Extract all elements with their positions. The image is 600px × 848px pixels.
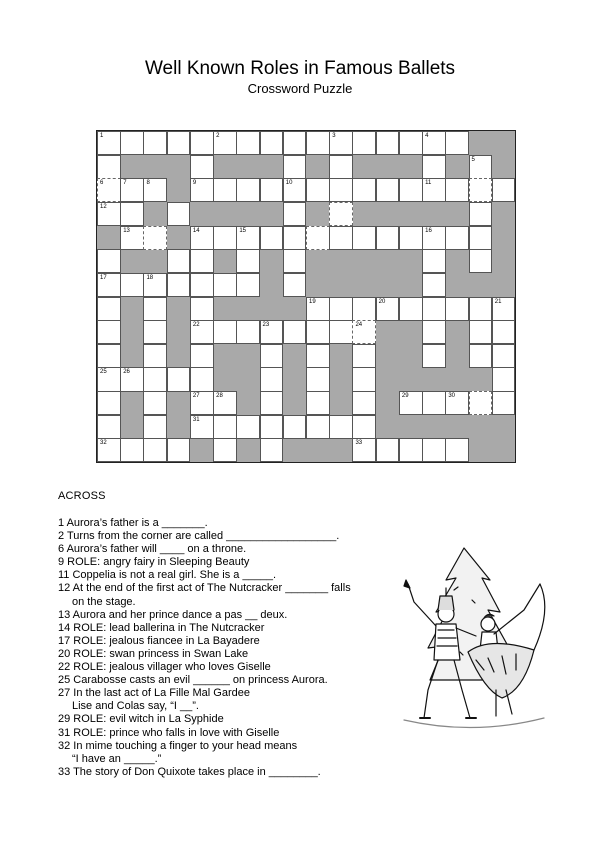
grid-cell[interactable] bbox=[260, 415, 284, 439]
grid-cell[interactable] bbox=[97, 178, 121, 202]
grid-cell[interactable] bbox=[422, 438, 446, 462]
grid-cell[interactable] bbox=[352, 297, 376, 321]
grid-cell[interactable] bbox=[213, 391, 237, 415]
clue-number: 20 bbox=[378, 298, 386, 305]
grid-cell[interactable] bbox=[283, 131, 307, 155]
grid-cell[interactable] bbox=[329, 155, 353, 179]
grid-cell[interactable] bbox=[399, 178, 423, 202]
clue-number: 18 bbox=[146, 274, 154, 281]
grid-cell[interactable] bbox=[120, 226, 144, 250]
grid-cell[interactable] bbox=[329, 202, 353, 226]
grid-cell[interactable] bbox=[492, 344, 516, 368]
clue-number: 1 bbox=[100, 133, 104, 139]
clue-number: 22 bbox=[192, 322, 200, 329]
across-clue bbox=[58, 556, 368, 569]
clue-number: 9 bbox=[192, 180, 197, 187]
grid-cell[interactable] bbox=[469, 297, 493, 321]
grid-cell[interactable] bbox=[469, 249, 493, 273]
clue-text: 33 The story of Don Quixote takes place in ________. bbox=[58, 765, 321, 778]
grid-cell[interactable] bbox=[329, 297, 353, 321]
grid-cell[interactable] bbox=[376, 226, 400, 250]
grid-cell[interactable] bbox=[329, 131, 353, 155]
grid-cell[interactable] bbox=[167, 438, 191, 462]
grid-cell[interactable] bbox=[167, 131, 191, 155]
grid-cell[interactable] bbox=[236, 415, 260, 439]
grid-cell[interactable] bbox=[120, 131, 144, 155]
grid-cell[interactable] bbox=[143, 226, 167, 250]
crossword-grid bbox=[96, 130, 516, 463]
grid-cell[interactable] bbox=[260, 344, 284, 368]
grid-cell[interactable] bbox=[260, 367, 284, 391]
grid-cell[interactable] bbox=[167, 273, 191, 297]
grid-cell[interactable] bbox=[352, 367, 376, 391]
grid-cell[interactable] bbox=[422, 131, 446, 155]
grid-cell[interactable] bbox=[236, 226, 260, 250]
across-clue bbox=[58, 727, 368, 740]
grid-cell[interactable] bbox=[352, 320, 376, 344]
grid-cell[interactable] bbox=[97, 344, 121, 368]
clue-text: 6 Aurora’s father will ____ on a throne. bbox=[58, 543, 247, 556]
across-clue-list bbox=[58, 517, 368, 779]
grid-cell[interactable] bbox=[492, 367, 516, 391]
grid-cell[interactable] bbox=[143, 391, 167, 415]
grid-cell[interactable] bbox=[283, 273, 307, 297]
grid-cell[interactable] bbox=[329, 415, 353, 439]
grid-cell[interactable] bbox=[422, 273, 446, 297]
grid-cell[interactable] bbox=[422, 178, 446, 202]
grid-cell[interactable] bbox=[492, 391, 516, 415]
grid-cell[interactable] bbox=[167, 249, 191, 273]
grid-cell[interactable] bbox=[469, 155, 493, 179]
across-clue bbox=[58, 569, 368, 582]
grid-cell[interactable] bbox=[283, 320, 307, 344]
clue-number: 8 bbox=[146, 180, 150, 187]
grid-cell[interactable] bbox=[120, 202, 144, 226]
grid-cell[interactable] bbox=[143, 415, 167, 439]
clue-number: 23 bbox=[262, 322, 270, 329]
grid-cell[interactable] bbox=[97, 155, 121, 179]
clue-number: 19 bbox=[309, 298, 316, 305]
grid-cell[interactable] bbox=[143, 273, 167, 297]
grid-cell[interactable] bbox=[260, 320, 284, 344]
grid-cell[interactable] bbox=[422, 320, 446, 344]
grid-cell[interactable] bbox=[260, 391, 284, 415]
grid-cell[interactable] bbox=[469, 320, 493, 344]
grid-cell[interactable] bbox=[352, 344, 376, 368]
grid-cell[interactable] bbox=[97, 415, 121, 439]
grid-cell[interactable] bbox=[306, 226, 330, 250]
grid-cell[interactable] bbox=[213, 273, 237, 297]
grid-cell[interactable] bbox=[236, 320, 260, 344]
clue-number: 5 bbox=[471, 156, 475, 163]
across-clue bbox=[58, 635, 368, 648]
across-clue bbox=[58, 674, 368, 687]
grid-cell[interactable] bbox=[352, 131, 376, 155]
grid-cell[interactable] bbox=[469, 391, 493, 415]
grid-cell[interactable] bbox=[167, 202, 191, 226]
grid-cell[interactable] bbox=[422, 155, 446, 179]
clue-number: 2 bbox=[216, 133, 220, 139]
grid-cell[interactable] bbox=[306, 131, 330, 155]
grid-cell[interactable] bbox=[260, 226, 284, 250]
grid-cell[interactable] bbox=[190, 344, 214, 368]
grid-cell[interactable] bbox=[120, 367, 144, 391]
clue-number: 13 bbox=[123, 227, 130, 234]
clue-text: 14 ROLE: lead ballerina in The Nutcracker bbox=[58, 621, 265, 634]
clue-text: 1 Aurora’s father is a _______. bbox=[58, 517, 208, 529]
clue-number: 11 bbox=[425, 180, 432, 187]
grid-cell[interactable] bbox=[236, 178, 260, 202]
grid-cell[interactable] bbox=[97, 320, 121, 344]
clue-number: 10 bbox=[285, 180, 293, 187]
grid-cell[interactable] bbox=[190, 131, 214, 155]
grid-cell[interactable] bbox=[422, 344, 446, 368]
clue-number: 4 bbox=[425, 133, 429, 139]
grid-cell[interactable] bbox=[260, 438, 284, 462]
clue-number: 12 bbox=[100, 203, 107, 210]
grid-cell[interactable] bbox=[422, 249, 446, 273]
across-clue bbox=[58, 766, 368, 779]
clue-number: 25 bbox=[100, 369, 107, 376]
grid-cell[interactable] bbox=[283, 155, 307, 179]
clue-number: 24 bbox=[355, 322, 363, 329]
grid-cell[interactable] bbox=[190, 391, 214, 415]
grid-cell[interactable] bbox=[213, 226, 237, 250]
grid-cell[interactable] bbox=[492, 320, 516, 344]
grid-cell[interactable] bbox=[236, 131, 260, 155]
grid-cell[interactable] bbox=[97, 438, 121, 462]
grid-cell[interactable] bbox=[190, 415, 214, 439]
grid-cell[interactable] bbox=[97, 297, 121, 321]
grid-cell[interactable] bbox=[97, 391, 121, 415]
grid-cell[interactable] bbox=[283, 249, 307, 273]
clue-continuation: on the stage. bbox=[72, 595, 136, 608]
clue-text: 22 ROLE: jealous villager who loves Giselle bbox=[58, 661, 271, 674]
clue-text: 31 ROLE: prince who falls in love with Giselle bbox=[58, 726, 280, 739]
grid-cell[interactable] bbox=[469, 344, 493, 368]
across-clue bbox=[58, 609, 368, 622]
grid-cell[interactable] bbox=[283, 415, 307, 439]
grid-cell[interactable] bbox=[422, 226, 446, 250]
across-clue bbox=[58, 517, 368, 530]
grid-cell[interactable] bbox=[399, 131, 423, 155]
grid-cell[interactable] bbox=[143, 344, 167, 368]
grid-cell[interactable] bbox=[190, 178, 214, 202]
grid-cell[interactable] bbox=[143, 178, 167, 202]
grid-cell[interactable] bbox=[190, 320, 214, 344]
clue-text: 17 ROLE: jealous fiancee in La Bayadere bbox=[58, 634, 260, 647]
grid-cell[interactable] bbox=[352, 226, 376, 250]
clue-number: 32 bbox=[100, 440, 107, 447]
grid-cell[interactable] bbox=[422, 297, 446, 321]
across-clue bbox=[58, 622, 368, 635]
grid-cell[interactable] bbox=[445, 391, 469, 415]
grid-cell[interactable] bbox=[213, 415, 237, 439]
grid-cell[interactable] bbox=[190, 273, 214, 297]
grid-cell[interactable] bbox=[236, 273, 260, 297]
grid-cell[interactable] bbox=[236, 249, 260, 273]
clue-text: 20 ROLE: swan princess in Swan Lake bbox=[58, 647, 249, 660]
grid-cell[interactable] bbox=[260, 131, 284, 155]
across-clue bbox=[58, 713, 368, 726]
grid-cell[interactable] bbox=[399, 438, 423, 462]
across-clue bbox=[58, 543, 368, 556]
grid-cell[interactable] bbox=[120, 438, 144, 462]
grid-cell[interactable] bbox=[492, 297, 516, 321]
nutcracker-ballet-illustration bbox=[384, 540, 562, 740]
grid-cell[interactable] bbox=[190, 249, 214, 273]
clue-number: 15 bbox=[239, 227, 247, 234]
clue-number: 16 bbox=[425, 227, 432, 234]
grid-cell[interactable] bbox=[190, 297, 214, 321]
clue-number: 27 bbox=[192, 393, 200, 400]
grid-cell[interactable] bbox=[329, 320, 353, 344]
grid-cell[interactable] bbox=[190, 226, 214, 250]
clue-continuation: Lise and Colas say, “I __”. bbox=[72, 700, 199, 713]
grid-cell[interactable] bbox=[399, 391, 423, 415]
clue-text: 13 Aurora and her prince dance a pas __ deux. bbox=[58, 608, 288, 621]
grid-cell[interactable] bbox=[306, 344, 330, 368]
across-clue bbox=[58, 661, 368, 674]
grid-cell[interactable] bbox=[306, 367, 330, 391]
grid-cell[interactable] bbox=[120, 178, 144, 202]
clue-number: 7 bbox=[123, 180, 127, 187]
grid-cell[interactable] bbox=[376, 178, 400, 202]
grid-cell[interactable] bbox=[469, 178, 493, 202]
grid-cell[interactable] bbox=[469, 202, 493, 226]
grid-cell[interactable] bbox=[399, 297, 423, 321]
grid-cell[interactable] bbox=[329, 178, 353, 202]
grid-cell[interactable] bbox=[213, 131, 237, 155]
grid-cell[interactable] bbox=[283, 202, 307, 226]
grid-cell[interactable] bbox=[352, 391, 376, 415]
clue-text: 25 Carabosse casts an evil ______ on princess Aurora. bbox=[58, 674, 328, 687]
grid-cell[interactable] bbox=[445, 438, 469, 462]
grid-cell[interactable] bbox=[445, 178, 469, 202]
clue-text: 9 ROLE: angry fairy in Sleeping Beauty bbox=[58, 556, 250, 569]
grid-cell[interactable] bbox=[213, 320, 237, 344]
clue-number: 3 bbox=[332, 133, 336, 139]
grid-cell[interactable] bbox=[306, 297, 330, 321]
grid-cell[interactable] bbox=[376, 297, 400, 321]
grid-cell[interactable] bbox=[445, 226, 469, 250]
grid-cell[interactable] bbox=[352, 438, 376, 462]
clue-continuation: “I have an _____.” bbox=[72, 752, 162, 765]
grid-cell[interactable] bbox=[422, 391, 446, 415]
grid-cell[interactable] bbox=[306, 178, 330, 202]
grid-cell[interactable] bbox=[306, 320, 330, 344]
clue-text: 11 Coppelia is not a real girl. She is a _____. bbox=[58, 569, 277, 582]
grid-cell[interactable] bbox=[352, 415, 376, 439]
across-clue bbox=[58, 582, 368, 608]
grid-cell[interactable] bbox=[213, 438, 237, 462]
grid-cell[interactable] bbox=[143, 320, 167, 344]
grid-cell[interactable] bbox=[399, 226, 423, 250]
grid-cell[interactable] bbox=[97, 202, 121, 226]
across-clue bbox=[58, 530, 368, 543]
grid-cell[interactable] bbox=[445, 131, 469, 155]
grid-cell[interactable] bbox=[283, 178, 307, 202]
clue-text: 29 ROLE: evil witch in La Syphide bbox=[58, 713, 224, 726]
grid-cell[interactable] bbox=[260, 178, 284, 202]
clue-number: 21 bbox=[494, 298, 502, 305]
grid-cell[interactable] bbox=[190, 155, 214, 179]
grid-cell[interactable] bbox=[492, 178, 516, 202]
grid-cell[interactable] bbox=[283, 226, 307, 250]
across-clue bbox=[58, 648, 368, 661]
across-clue bbox=[58, 687, 368, 713]
grid-cell[interactable] bbox=[143, 438, 167, 462]
clue-number: 17 bbox=[100, 274, 107, 281]
clue-text: 2 Turns from the corner are called __________________. bbox=[58, 530, 340, 543]
grid-cell[interactable] bbox=[143, 367, 167, 391]
grid-cell[interactable] bbox=[352, 178, 376, 202]
grid-cell[interactable] bbox=[376, 438, 400, 462]
clue-number: 30 bbox=[448, 393, 456, 400]
clue-text: 32 In mime touching a finger to your head means bbox=[58, 739, 298, 752]
across-heading: ACROSS bbox=[58, 490, 106, 502]
grid-cell[interactable] bbox=[120, 273, 144, 297]
clue-number: 26 bbox=[123, 369, 130, 376]
grid-cell[interactable] bbox=[97, 367, 121, 391]
grid-cell[interactable] bbox=[445, 297, 469, 321]
grid-cell[interactable] bbox=[190, 367, 214, 391]
across-clue bbox=[58, 740, 368, 766]
clue-number: 33 bbox=[355, 440, 363, 447]
grid-cell[interactable] bbox=[306, 391, 330, 415]
clue-number: 29 bbox=[401, 393, 409, 400]
grid-cell[interactable] bbox=[97, 131, 121, 155]
puzzle-subtitle: Crossword Puzzle bbox=[247, 81, 353, 96]
clue-text: 27 In the last act of La Fille Mal Gardee bbox=[58, 687, 250, 700]
grid-cell[interactable] bbox=[143, 131, 167, 155]
grid-cell[interactable] bbox=[97, 249, 121, 273]
grid-cell[interactable] bbox=[97, 273, 121, 297]
clue-number: 28 bbox=[216, 393, 223, 400]
grid-cell[interactable] bbox=[376, 131, 400, 155]
grid-cell[interactable] bbox=[143, 297, 167, 321]
clue-number: 31 bbox=[192, 416, 200, 423]
grid-cell[interactable] bbox=[469, 226, 493, 250]
puzzle-title: Well Known Roles in Famous Ballets bbox=[144, 58, 456, 79]
clue-number: 14 bbox=[192, 227, 200, 234]
grid-cell[interactable] bbox=[329, 226, 353, 250]
grid-cell[interactable] bbox=[213, 178, 237, 202]
clue-number: 6 bbox=[100, 180, 104, 187]
grid-cell[interactable] bbox=[306, 415, 330, 439]
clue-text: 12 At the end of the first act of The Nutcracker _______ falls bbox=[58, 582, 351, 595]
grid-cell[interactable] bbox=[167, 367, 191, 391]
